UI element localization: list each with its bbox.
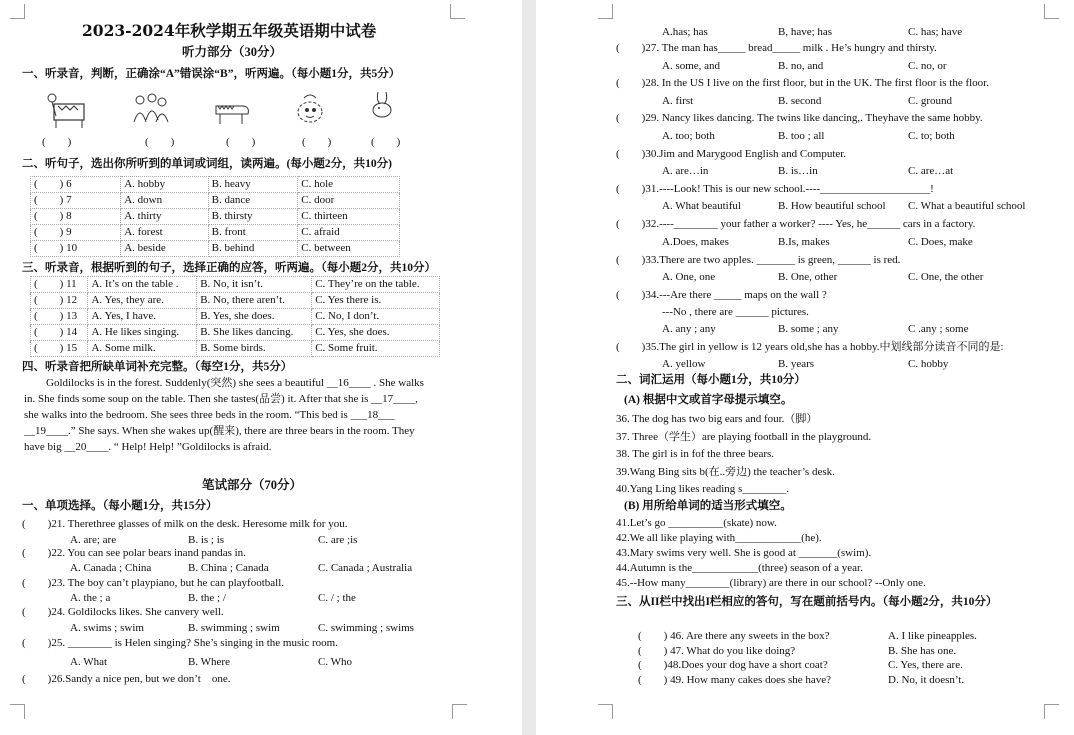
listening-header: 听力部分（30分） (182, 45, 283, 59)
crop-mark (598, 704, 613, 719)
vocab-item: 36. The dog has two big ears and four.（脚） (616, 413, 818, 425)
piano-icon (212, 94, 252, 128)
option-c: C. Yes there is. (312, 293, 440, 309)
vocab-part-b-heading: (B) 用所给单词的适当形式填空。 (624, 500, 792, 512)
option-c: C. They’re on the table. (312, 277, 440, 293)
option-a: A. Canada ; China (70, 562, 152, 574)
matching-section-heading: 三、从II栏中找出I栏相应的答句，写在题前括号内。（每小题2分，共10分） (616, 596, 998, 608)
option-b: B. the ; / (188, 592, 226, 604)
option-b: B. no, and (778, 60, 824, 72)
matching-answer: B. She has one. (888, 644, 957, 657)
question-stem: ( )35.The girl in yellow is 12 years old,she has a hobby.中划线部分读音不同的是: (616, 341, 1004, 353)
table-row (31, 241, 400, 257)
option-c: C. No, I don’t. (312, 309, 440, 325)
option-a: A.has; has (662, 26, 708, 38)
question-number[interactable]: ( ) 8 (31, 209, 121, 225)
table-row (31, 325, 440, 341)
table-row (31, 277, 440, 293)
matching-answer: A. I like pineapples. (888, 630, 977, 642)
option-c: C. hole (298, 177, 400, 193)
vocab-item: 42.We all like playing with____________(he). (616, 532, 822, 544)
question-number[interactable]: ( ) 13 (31, 309, 88, 325)
option-a: A.Does, makes (662, 236, 729, 248)
option-a: A. forest (121, 225, 208, 241)
option-a: A. some, and (662, 60, 721, 72)
option-a: A. too; both (662, 130, 715, 142)
option-c: C .any ; some (908, 323, 969, 335)
question-stem: ( )28. In the US I live on the first floor, but in the UK. The first floor is the floor. (616, 77, 989, 89)
crop-mark (450, 4, 465, 19)
answer-blank[interactable]: ( ) (145, 136, 175, 148)
answer-blank[interactable]: ( ) (302, 136, 332, 148)
option-b: B. No, there aren’t. (197, 293, 312, 309)
vocab-item: 43.Mary swims very well. She is good at _______(swim). (616, 547, 872, 559)
table-row (31, 341, 440, 357)
option-c: C. are ;is (318, 534, 358, 546)
option-a: A. Yes, they are. (88, 293, 197, 309)
option-b: B. Where (188, 656, 230, 668)
question-number[interactable]: ( ) 11 (31, 277, 88, 293)
option-b: B. No, it isn’t. (197, 277, 312, 293)
question-number[interactable]: ( ) 9 (31, 225, 121, 241)
option-c: C. Who (318, 656, 353, 668)
option-a: A. One, one (662, 271, 716, 283)
vocab-item: 40.Yang Ling likes reading s________. (616, 483, 790, 495)
table-row (31, 293, 440, 309)
exam-page-left (0, 0, 522, 735)
option-c: C. door (298, 193, 400, 209)
option-c: C. to; both (908, 130, 955, 142)
crop-mark (10, 704, 25, 719)
option-b: B, have; has (778, 26, 833, 38)
question-stem: ( )23. The boy can’t playpiano, but he can playfootball. (22, 577, 284, 589)
question-stem: ( )32.----________ your father a worker? ---- Yes, he______ cars in a factory. (616, 218, 976, 230)
option-c: C. What a beautiful school (908, 200, 1026, 212)
option-a: A. the ; a (70, 592, 111, 604)
option-c: C. between (298, 241, 400, 257)
answer-blank[interactable]: ( ) (226, 136, 256, 148)
section-4-heading: 四、听录音把所缺单词补充完整。（每空1分，共5分） (22, 361, 293, 373)
option-b: B. Some birds. (197, 341, 312, 357)
option-b: B. too ; all (778, 130, 825, 142)
question-number[interactable]: ( ) 7 (31, 193, 121, 209)
option-b: B.Is, makes (778, 236, 830, 248)
option-b: B. She likes dancing. (197, 325, 312, 341)
matching-question[interactable]: ( ) 49. How many cakes does she have? (638, 673, 832, 686)
option-a: A. any ; any (662, 323, 716, 335)
option-c: C. has; have (908, 26, 963, 38)
option-c: C. Does, make (908, 236, 973, 248)
question-stem-line2: ---No , there are ______ pictures. (662, 306, 809, 318)
vocab-item: 44.Autumn is the____________(three) season of a year. (616, 562, 863, 574)
section-3-heading: 三、听录音，根据听到的句子，选择正确的应答，听两遍。（每小题2分，共10分） (22, 262, 436, 274)
option-c: C. thirteen (298, 209, 400, 225)
vocab-part-a-heading: (A) 根据中文或首字母提示填空。 (624, 394, 793, 406)
option-b: B. thirsty (208, 209, 298, 225)
table-row (31, 209, 400, 225)
option-a: A. are; are (70, 534, 117, 546)
vocab-item: 41.Let’s go __________(skate) now. (616, 517, 777, 529)
crop-mark (1044, 4, 1059, 19)
option-b: B. second (778, 95, 822, 107)
option-a: A. are…in (662, 165, 709, 177)
option-a: A. beside (121, 241, 208, 257)
section-1-heading: 一、听录音，判断，正确涂“A”错误涂“B”，听两遍。（每小题1分，共5分） (22, 68, 401, 80)
option-c: C. no, or (908, 60, 947, 72)
exam-title: 2023-2024年秋学期五年级英语期中试卷 (82, 21, 377, 40)
option-b: B. How beautiful school (778, 200, 886, 212)
option-b: B. heavy (208, 177, 298, 193)
option-b: B. years (778, 358, 815, 370)
question-stem: ( )30.Jim and Marygood English and Computer. (616, 148, 847, 160)
section-2-table (30, 176, 400, 257)
option-c: C. One, the other (908, 271, 984, 283)
written-header: 笔试部分（70分） (202, 478, 303, 492)
crop-mark (598, 4, 613, 19)
piano-player-icon (44, 90, 90, 130)
question-stem: ( )31.----Look! This is our new school.----____________________! (616, 183, 934, 195)
option-b: B. some ; any (778, 323, 839, 335)
bee-icon (290, 90, 330, 130)
question-stem: ( )26.Sandy a nice pen, but we don’t one. (22, 673, 231, 685)
option-a: A. down (121, 193, 208, 209)
table-row (31, 177, 400, 193)
option-b: B. dance (208, 193, 298, 209)
option-c: C. ground (908, 95, 952, 107)
vocab-section-heading: 二、词汇运用（每小题1分，共10分） (616, 374, 806, 386)
option-a: A. What beautiful (662, 200, 741, 212)
option-b: B. behind (208, 241, 298, 257)
option-b: B. front (208, 225, 298, 241)
question-number[interactable]: ( ) 10 (31, 241, 121, 257)
crop-mark (10, 4, 25, 19)
question-stem: ( )29. Nancy likes dancing. The twins like dancing,. Theyhave the same hobby. (616, 112, 983, 124)
vocab-item: 45.--How many________(library) are there in our school? --Only one. (616, 577, 926, 589)
people-group-icon (130, 92, 170, 126)
question-number[interactable]: ( ) 12 (31, 293, 88, 309)
crop-mark (1044, 704, 1059, 719)
rabbit-icon (366, 88, 400, 122)
exam-page-right (536, 0, 1074, 735)
option-b: B. China ; Canada (188, 562, 269, 574)
table-row (31, 309, 440, 325)
matching-question[interactable]: ( ) 47. What do you like doing? (638, 644, 796, 657)
option-c: C. are…at (908, 165, 954, 177)
passage-line: she walks into the bedroom. She sees three beds in the room. “This bed is ___18___ (24, 409, 395, 421)
vocab-item: 37. Three（学生）are playing football in the playground. (616, 430, 872, 443)
passage-line: in. She finds some soup on the table. Then she tastes(品尝) it. After that she is __17____, (24, 393, 418, 405)
vocab-item: 38. The girl is in fof the three bears. (616, 448, 775, 460)
option-b: B. is ; is (188, 534, 225, 546)
option-a: A. swims ; swim (70, 622, 144, 634)
option-b: B. One, other (778, 271, 838, 283)
answer-blank[interactable]: ( ) (371, 136, 401, 148)
question-stem: ( )27. The man has_____ bread_____ milk . He’s hungry and thirsty. (616, 42, 937, 54)
option-a: A. first (662, 95, 694, 107)
matching-question[interactable]: ( )48.Does your dog have a short coat? (638, 659, 828, 671)
vocab-item: 39.Wang Bing sits b(在..旁边) the teacher’s desk. (616, 465, 835, 478)
option-c: C. Yes, she does. (312, 325, 440, 341)
question-stem: ( )22. You can see polar bears inand pandas in. (22, 547, 246, 559)
option-a: A. hobby (121, 177, 208, 193)
option-b: B. Yes, she does. (197, 309, 312, 325)
passage-line: have big __20____. “ Help! Help! ”Goldilocks is afraid. (24, 441, 272, 453)
question-stem: ( )21. Therethree glasses of milk on the desk. Heresome milk for you. (22, 518, 348, 530)
table-row (31, 193, 400, 209)
table-row (31, 225, 400, 241)
passage-line: Goldilocks is in the forest. Suddenly(突然) she sees a beautiful __16____ . She walks (46, 377, 424, 389)
option-a: A. thirty (121, 209, 208, 225)
matching-answer: C. Yes, there are. (888, 659, 963, 671)
section-2-heading: 二、听句子，选出你所听到的单词或词组，读两遍。(每小题2分，共10分) (22, 158, 392, 170)
question-stem: ( )25. ________ is Helen singing? She’s singing in the music room. (22, 637, 338, 649)
option-a: A. Some milk. (88, 341, 197, 357)
option-c: C. afraid (298, 225, 400, 241)
crop-mark (452, 704, 467, 719)
option-b: B. is…in (778, 165, 818, 177)
option-c: C. Canada ; Australia (318, 562, 413, 574)
matching-question[interactable]: ( ) 46. Are there any sweets in the box? (638, 630, 830, 642)
option-b: B. swimming ; swim (188, 622, 280, 634)
option-a: A. Yes, I have. (88, 309, 197, 325)
option-a: A. He likes singing. (88, 325, 197, 341)
question-stem: ( )24. Goldilocks likes. She canvery well. (22, 606, 224, 618)
answer-blank[interactable]: ( ) (42, 136, 72, 148)
option-a: A. It’s on the table . (88, 277, 197, 293)
written-section-1-heading: 一、单项选择。（每小题1分，共15分） (22, 500, 218, 512)
passage-line: __19____.” She says. When she wakes up(醒来), there are three bears in the room. They (24, 425, 415, 437)
question-number[interactable]: ( ) 6 (31, 177, 121, 193)
question-stem: ( )33.There are two apples. _______ is green, ______ is red. (616, 254, 901, 266)
option-a: A. What (70, 656, 108, 668)
option-c: C. Some fruit. (312, 341, 440, 357)
option-c: C. / ; the (318, 592, 356, 604)
question-number[interactable]: ( ) 15 (31, 341, 88, 357)
question-number[interactable]: ( ) 14 (31, 325, 88, 341)
matching-answer: D. No, it doesn’t. (888, 673, 965, 686)
question-stem: ( )34.---Are there _____ maps on the wall ? (616, 289, 827, 301)
option-c: C. hobby (908, 358, 949, 370)
section-3-table (30, 276, 440, 357)
option-a: A. yellow (662, 358, 706, 370)
option-c: C. swimming ; swims (318, 622, 414, 634)
